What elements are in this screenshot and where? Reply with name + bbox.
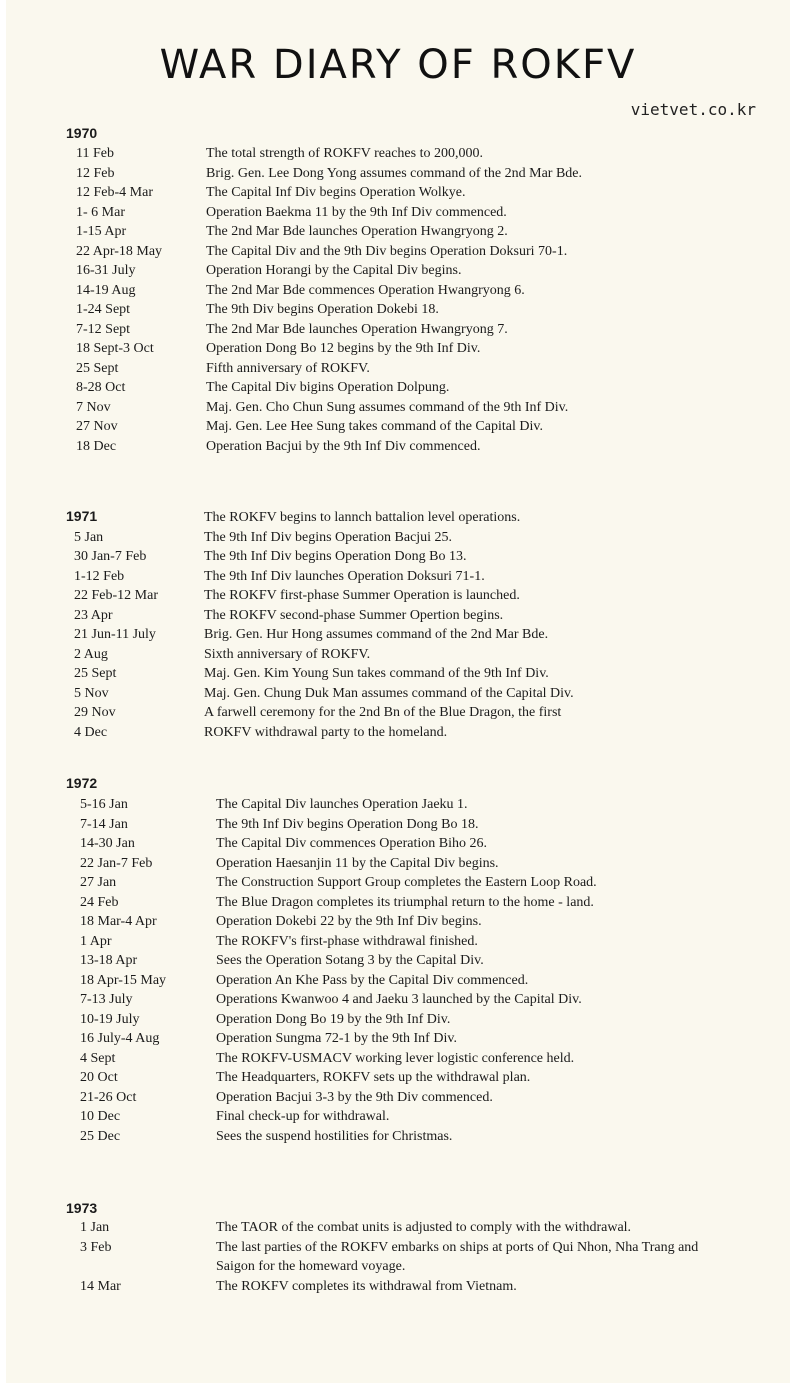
diary-entry	[6, 951, 790, 971]
diary-entry	[6, 261, 790, 281]
entry-text: The Capital Inf Div begins Operation Wolkye.	[206, 185, 466, 200]
entry-date: 16-31 July	[76, 263, 136, 278]
entry-date: 18 Apr-15 May	[80, 972, 167, 988]
diary-entry	[6, 854, 790, 874]
entry-date: 7-14 Jan	[80, 816, 128, 832]
year-heading-1971: 1971	[66, 508, 98, 524]
entry-text: Operation Bacjui by the 9th Inf Div commenced.	[206, 438, 481, 454]
entry-text: The total strength of ROKFV reaches to 200,000.	[206, 146, 483, 161]
entry-text: A farwell ceremony for the 2nd Bn of the Blue Dragon, the first	[204, 705, 562, 720]
entry-date: 20 Oct	[80, 1070, 118, 1085]
entry-text: The ROKFV-USMACV working lever logistic conference held.	[216, 1050, 575, 1066]
entry-text: Final check-up for withdrawal.	[216, 1109, 390, 1124]
entry-text: Operation Dong Bo 12 begins by the 9th Inf Div.	[206, 341, 481, 356]
entry-text: Operation An Khe Pass by the Capital Div commenced.	[216, 972, 529, 988]
entry-text: Operation Horangi by the Capital Div begins.	[206, 263, 462, 278]
entry-date: 27 Jan	[80, 875, 117, 890]
diary-entry	[6, 932, 790, 952]
entry-text: The 2nd Mar Bde launches Operation Hwangryong 7.	[206, 321, 508, 337]
diary-entry	[6, 144, 790, 164]
entry-date: 1-12 Feb	[74, 568, 125, 584]
entry-text: The 9th Inf Div begins Operation Dong Bo 18.	[216, 816, 479, 832]
entry-date: 13-18 Apr	[80, 953, 138, 968]
entry-text: Operation Dong Bo 19 by the 9th Inf Div.	[216, 1011, 451, 1027]
document-page	[6, 0, 790, 1383]
diary-entry	[6, 281, 790, 301]
diary-entry	[6, 164, 790, 184]
diary-entry	[6, 971, 790, 991]
entry-text: The 2nd Mar Bde launches Operation Hwangryong 2.	[206, 224, 508, 239]
diary-entry	[6, 567, 790, 587]
entry-text: Operation Sungma 72-1 by the 9th Inf Div.	[216, 1031, 457, 1046]
entry-date: 5 Jan	[74, 529, 104, 545]
entry-text: The Construction Support Group completes the Eastern Loop Road.	[216, 875, 597, 890]
entry-text: Operation Haesanjin 11 by the Capital Div begins.	[216, 855, 499, 871]
entry-text: Brig. Gen. Lee Dong Yong assumes command of the 2nd Mar Bde.	[206, 165, 583, 181]
entry-text: The TAOR of the combat units is adjusted to comply with the withdrawal.	[216, 1220, 632, 1235]
entry-date: 18 Dec	[76, 438, 117, 454]
entry-text: The 9th Inf Div launches Operation Doksuri 71-1.	[204, 568, 485, 584]
entry-date: 7 Nov	[76, 399, 111, 415]
entry-text: Maj. Gen. Kim Young Sun takes command of the 9th Inf Div.	[204, 666, 549, 681]
entry-text: The 9th Inf Div begins Operation Bacjui 25.	[204, 529, 453, 545]
entry-date: 25 Sept	[74, 666, 117, 681]
entry-date: 22 Feb-12 Mar	[74, 588, 158, 603]
entry-text: The ROKFV completes its withdrawal from Vietnam.	[216, 1278, 517, 1294]
diary-entry	[6, 723, 790, 743]
entry-date: 18 Sept-3 Oct	[76, 341, 154, 356]
diary-entry	[6, 222, 790, 242]
diary-entry	[6, 398, 790, 418]
diary-entry	[6, 528, 790, 548]
diary-entry	[6, 242, 790, 262]
entry-text: ROKFV withdrawal party to the homeland.	[204, 724, 448, 740]
diary-section-1971	[6, 508, 790, 742]
diary-entry	[6, 547, 790, 567]
entry-text: The 2nd Mar Bde commences Operation Hwangryong 6.	[206, 282, 525, 298]
entry-date: 5 Nov	[74, 685, 109, 701]
entry-date: 14-19 Aug	[76, 282, 136, 298]
entry-text: Sees the suspend hostilities for Christmas.	[216, 1128, 453, 1144]
diary-entry	[6, 1068, 790, 1088]
diary-entry	[6, 1088, 790, 1108]
year-heading-1970: 1970	[66, 125, 98, 141]
entry-date: 14 Mar	[80, 1278, 121, 1294]
entry-text: The 9th Div begins Operation Dokebi 18.	[206, 302, 439, 317]
diary-entry	[6, 417, 790, 437]
year-heading-1973: 1973	[66, 1200, 98, 1216]
entry-text: The Capital Div launches Operation Jaeku 1.	[216, 797, 468, 812]
entry-date: 1 Apr	[80, 933, 112, 949]
diary-entry	[6, 912, 790, 932]
entry-text: Brig. Gen. Hur Hong assumes command of the 2nd Mar Bde.	[204, 627, 549, 642]
page-title: WAR DIARY OF ROKFV	[159, 42, 637, 88]
entry-date: 10 Dec	[80, 1109, 121, 1124]
entry-text: The Capital Div commences Operation Biho 26.	[216, 836, 487, 851]
diary-entry	[6, 873, 790, 893]
entry-date: 25 Sept	[76, 360, 119, 376]
entry-date: 1-24 Sept	[76, 302, 131, 317]
entry-date: 1 Jan	[80, 1220, 110, 1235]
entry-date: 27 Nov	[76, 419, 118, 434]
entry-date: 16 July-4 Aug	[80, 1031, 160, 1046]
diary-entry	[6, 1010, 790, 1030]
intro-text: The ROKFV begins to lannch battalion level operations.	[204, 510, 521, 525]
entry-text: Operation Bacjui 3-3 by the 9th Div commenced.	[216, 1089, 493, 1105]
entry-text: Fifth anniversary of ROKFV.	[206, 360, 370, 376]
entry-date: 14-30 Jan	[80, 836, 135, 851]
entry-text: Sees the Operation Sotang 3 by the Capital Div.	[216, 953, 484, 968]
diary-entry	[6, 1049, 790, 1069]
diary-entry	[6, 1107, 790, 1127]
entry-text: The ROKFV's first-phase withdrawal finished.	[216, 933, 478, 949]
entry-date: 21 Jun-11 July	[74, 627, 156, 642]
entry-text: Operation Dokebi 22 by the 9th Inf Div begins.	[216, 914, 482, 929]
entry-date: 7-13 July	[80, 992, 133, 1007]
diary-section-1970	[6, 144, 790, 456]
entry-date: 23 Apr	[74, 607, 113, 623]
diary-entry	[6, 990, 790, 1010]
entry-text: Operations Kwanwoo 4 and Jaeku 3 launched by the Capital Div.	[216, 992, 582, 1007]
diary-entry	[6, 320, 790, 340]
entry-text: The Headquarters, ROKFV sets up the withdrawal plan.	[216, 1070, 531, 1085]
entry-date: 10-19 July	[80, 1011, 140, 1027]
diary-entry	[6, 1277, 790, 1297]
diary-entry	[6, 893, 790, 913]
entry-date: 1- 6 Mar	[76, 204, 125, 220]
year-heading-1972: 1972	[66, 775, 98, 791]
diary-entry	[6, 625, 790, 645]
diary-entry	[6, 703, 790, 723]
entry-date: 11 Feb	[76, 146, 114, 161]
entry-date: 3 Feb	[80, 1239, 112, 1255]
entry-date: 29 Nov	[74, 705, 116, 720]
entry-text: The Capital Div and the 9th Div begins Operation Doksuri 70-1.	[206, 243, 568, 259]
entry-text: Maj. Gen. Chung Duk Man assumes command of the Capital Div.	[204, 685, 574, 701]
section-intro	[6, 508, 790, 528]
entry-date: 22 Jan-7 Feb	[80, 855, 153, 871]
entry-date: 4 Dec	[74, 724, 108, 740]
site-watermark: vietvet.co.kr	[630, 100, 756, 119]
diary-entry	[6, 606, 790, 626]
entry-text: The last parties of the ROKFV embarks on ships at ports of Qui Nhon, Nha Trang and Saigon for the homeward voyage.	[216, 1239, 699, 1274]
entry-date: 7-12 Sept	[76, 321, 131, 337]
entry-date: 25 Dec	[80, 1128, 121, 1144]
entry-date: 12 Feb	[76, 165, 115, 181]
entry-date: 30 Jan-7 Feb	[74, 549, 147, 564]
entry-date: 12 Feb-4 Mar	[76, 185, 153, 200]
entry-text: Sixth anniversary of ROKFV.	[204, 646, 371, 662]
diary-entry	[6, 664, 790, 684]
diary-section-1972	[6, 795, 790, 1146]
entry-text: The 9th Inf Div begins Operation Dong Bo 13.	[204, 549, 467, 564]
entry-date: 22 Apr-18 May	[76, 243, 163, 259]
entry-text: The ROKFV second-phase Summer Opertion begins.	[204, 607, 504, 623]
diary-entry	[6, 795, 790, 815]
diary-entry	[6, 684, 790, 704]
entry-date: 8-28 Oct	[76, 380, 126, 395]
diary-entry	[6, 339, 790, 359]
entry-text: The ROKFV first-phase Summer Operation is launched.	[204, 588, 520, 603]
entry-text: Maj. Gen. Lee Hee Sung takes command of the Capital Div.	[206, 419, 543, 434]
entry-date: 2 Aug	[74, 646, 108, 662]
diary-entry	[6, 359, 790, 379]
diary-entry	[6, 1238, 790, 1277]
diary-entry	[6, 1127, 790, 1147]
diary-entry	[6, 300, 790, 320]
diary-entry	[6, 183, 790, 203]
entry-date: 24 Feb	[80, 894, 119, 910]
entry-text: Maj. Gen. Cho Chun Sung assumes command of the 9th Inf Div.	[206, 399, 569, 415]
diary-entry	[6, 1029, 790, 1049]
entry-text: The Capital Div bigins Operation Dolpung.	[206, 380, 450, 395]
diary-entry	[6, 834, 790, 854]
entry-date: 18 Mar-4 Apr	[80, 914, 157, 929]
entry-text: Operation Baekma 11 by the 9th Inf Div commenced.	[206, 204, 507, 220]
entry-date: 21-26 Oct	[80, 1089, 137, 1105]
diary-entry	[6, 1218, 790, 1238]
diary-entry	[6, 586, 790, 606]
entry-text: The Blue Dragon completes its triumphal return to the home - land.	[216, 894, 594, 910]
diary-entry	[6, 815, 790, 835]
diary-section-1973	[6, 1218, 790, 1296]
diary-entry	[6, 203, 790, 223]
entry-date: 4 Sept	[80, 1050, 116, 1066]
entry-date: 5-16 Jan	[80, 797, 128, 812]
diary-entry	[6, 378, 790, 398]
diary-entry	[6, 437, 790, 457]
entry-date: 1-15 Apr	[76, 224, 127, 239]
diary-entry	[6, 645, 790, 665]
